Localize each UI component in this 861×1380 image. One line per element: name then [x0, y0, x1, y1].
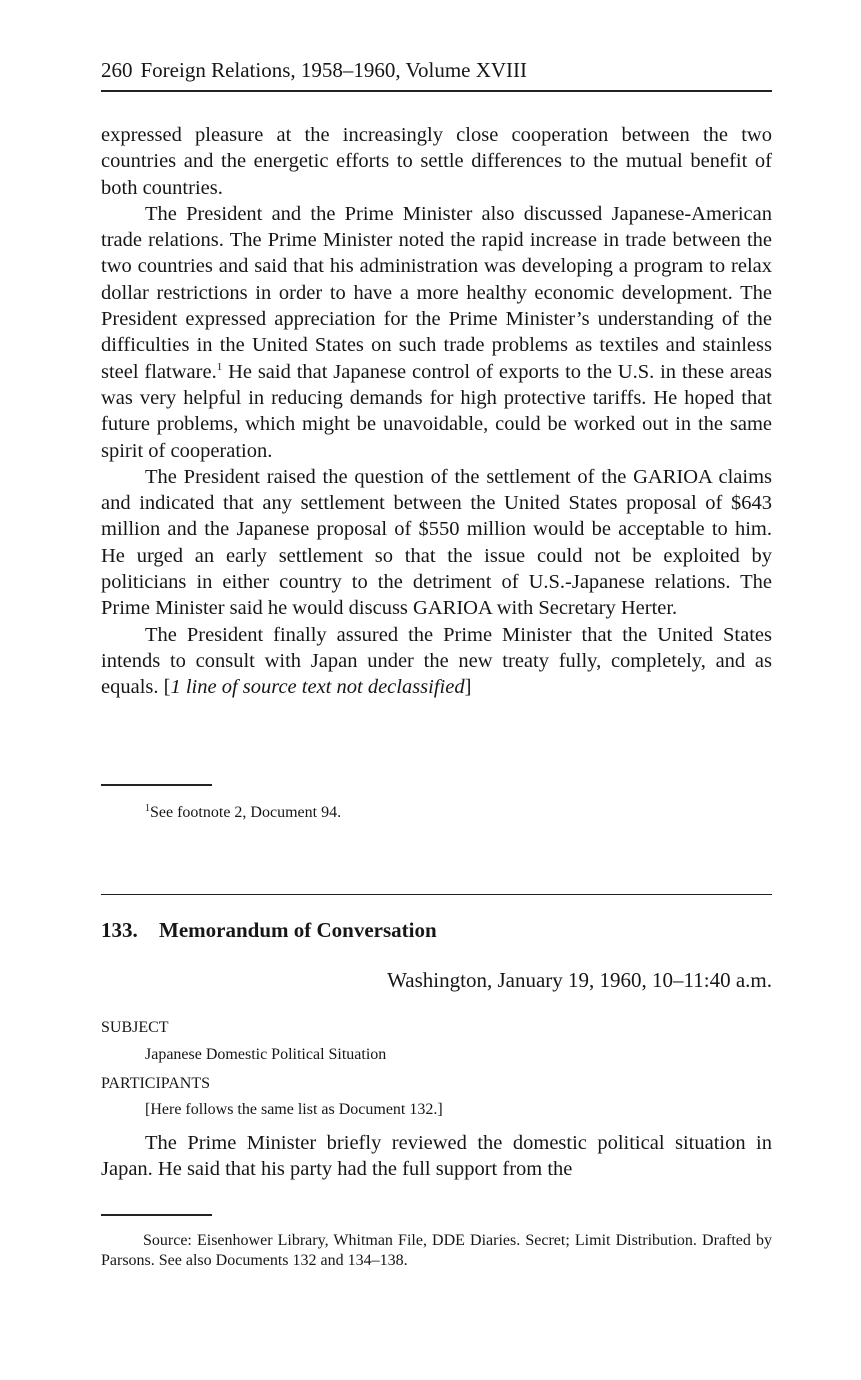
document-body	[101, 1130, 772, 1183]
document-title: Memorandum of Conversation	[159, 918, 437, 942]
paragraph: The Prime Minister briefly reviewed the domestic political situation in Japan. He said that his party had the full support from the	[101, 1132, 772, 1181]
document-number: 133.	[101, 918, 138, 942]
dateline: Washington, January 19, 1960, 10–11:40 a.m.	[387, 968, 772, 992]
page-number: 260	[101, 58, 133, 82]
paragraph-text: He said that Japanese control of exports to the U.S. in these areas was very helpful in reducing demands for high protective tariffs. He hoped that future problems, which might be unavoidable, could be worked out in the same spirit of cooperation.	[101, 360, 772, 462]
source-note: Source: Eisenhower Library, Whitman File, DDE Diaries. Secret; Limit Distribution. Drafted by Parsons. See also Documents 132 and 134–138.	[101, 1232, 772, 1269]
participants-label: PARTICIPANTS	[101, 1075, 211, 1092]
paragraph	[101, 201, 772, 464]
source-divider	[101, 1214, 212, 1216]
footnote-text: See footnote 2, Document 94.	[150, 804, 342, 821]
paragraph-text: The President finally assured the Prime Minister that the United States intends to consult with Japan under the new treaty fully, completely, and as equals.	[101, 623, 772, 699]
paragraph: expressed pleasure at the increasingly close cooperation between the two countries and the energetic efforts to settle differences to the mutual benefit of both countries.	[101, 124, 772, 199]
footnote-reference: 1	[216, 360, 223, 373]
declassification-note: 1 line of source text not declassified	[170, 676, 465, 699]
running-title: Foreign Relations, 1958–1960, Volume XVIII	[140, 58, 528, 82]
participants-text: [Here follows the same list as Document 132.]	[145, 1101, 443, 1118]
running-header	[101, 56, 772, 92]
footnote	[145, 802, 341, 823]
footnote-marker: 1	[145, 803, 150, 814]
paragraph-text: The President and the Prime Minister also discussed Japanese-American trade relations. The Prime Minister noted the rapid increase in trade between the two countries and said that his administration was developing a program to relax dollar restrictions in order to have a more healthy economic development. The President expressed appreciation for the Prime Minister’s understanding of the difficulties in the United States on such trade problems as textiles and stainless steel flatware.	[101, 202, 772, 383]
paragraph: The President finally assured the Prime Minister that the United States intends to consult with Japan under the new treaty fully, completely, and as equals. [1 line of source text not declassified]	[101, 623, 772, 699]
paragraph: The President raised the question of the settlement of the GARIOA claims and indicated that any settlement between the United States proposal of $643 million and the Japanese proposal of $550 million would be acceptable to him. He urged an early settlement so that the issue could not be exploited by politicians in either country to the detriment of U.S.-Japanese relations. The Prime Minister said he would discuss GARIOA with Secretary Herter.	[101, 465, 772, 620]
document-heading	[101, 916, 437, 944]
footnote-divider	[101, 784, 212, 786]
subject-label: SUBJECT	[101, 1019, 169, 1036]
subject-text: Japanese Domestic Political Situation	[145, 1046, 387, 1063]
section-divider	[101, 894, 772, 895]
top-section-text	[101, 122, 772, 701]
